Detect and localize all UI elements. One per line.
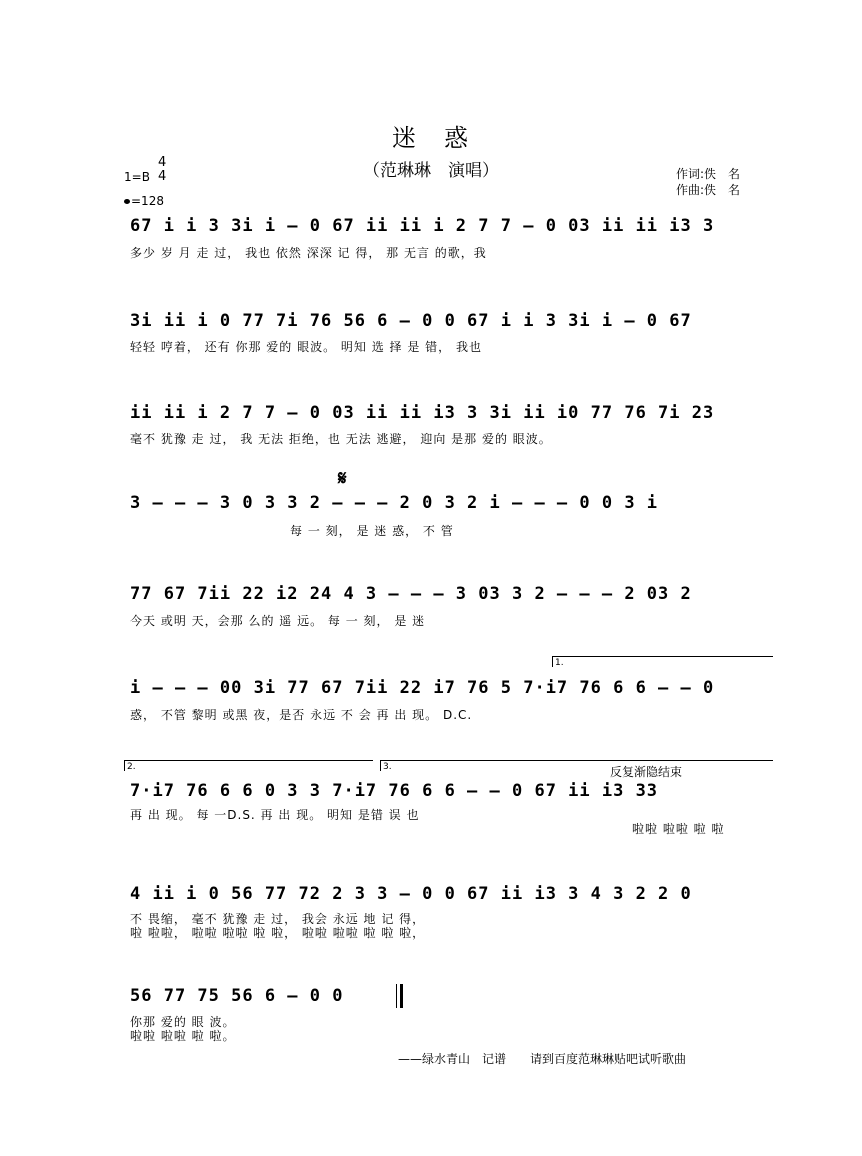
lyric-line-2: 啦 啦啦， 啦啦 啦啦 啦 啦， 啦啦 啦啦 啦 啦 啦， (130, 926, 426, 940)
time-signature-top: 4 (158, 155, 167, 170)
volta-1-bracket (552, 656, 773, 667)
fade-ending-note: 反复渐隐结束 (610, 765, 683, 779)
lyric-line: 你那 爱的 眼 波。 (130, 1015, 236, 1029)
final-barline (396, 984, 397, 1008)
volta-1-label: 1. (555, 658, 564, 668)
lyric-line: 轻轻 哼着， 还有 你那 爱的 眼波。 明知 选 择 是 错， 我也 (130, 340, 482, 354)
lyric-line: 今天 或明 天，会那 么的 遥 远。 每 一 刻， 是 迷 (130, 614, 426, 628)
time-signature-bottom: 4 (158, 169, 167, 184)
segno-sign: 𝄋 (338, 466, 347, 490)
transcriber-note: ——绿水青山 记谱 请到百度范琳琳贴吧试听歌曲 (398, 1052, 687, 1066)
score-row: 3 – – – 3 0 3 3 2 – – – 2 0 3 2 i – – – 0 0 3 i (130, 493, 659, 513)
lyric-line: 不 畏缩， 毫不 犹豫 走 过， 我会 永远 地 记 得， (130, 912, 426, 926)
lyric-line: 再 出 现。 每 一D.S. 再 出 现。 明知 是错 误 也 (130, 808, 420, 822)
score-row: ii ii i 2 7 7 – 0 03 ii ii i3 3 3i ii i0 77 76 7i 23 (130, 403, 715, 423)
tempo-mark (124, 194, 164, 208)
lyric-line-2: 啦啦 啦啦 啦 啦 (632, 822, 725, 836)
time-signature (158, 156, 166, 184)
score-row: 56 77 75 56 6 – 0 0 (130, 986, 344, 1006)
lyric-line: 多少 岁 月 走 过， 我也 依然 深深 记 得， 那 无言 的歌，我 (130, 246, 487, 260)
score-row: i – – – 00 3i 77 67 7ii 22 i7 76 5 7·i7 76 6 6 – – 0 (130, 678, 715, 698)
quarter-note-icon (124, 199, 130, 204)
volta-2-bracket (124, 760, 373, 771)
page-title: 迷 惑 (392, 124, 470, 152)
volta-3-bracket (380, 760, 773, 771)
lyric-line: 惑， 不管 黎明 或黑 夜，是否 永远 不 会 再 出 现。 D.C. (130, 708, 473, 722)
score-row: 77 67 7ii 22 i2 24 4 3 – – – 3 03 3 2 – – – 2 03 2 (130, 584, 692, 604)
score-row: 3i ii i 0 77 7i 76 56 6 – 0 0 67 i i 3 3i i – 0 67 (130, 311, 692, 331)
key-signature: 1=B (124, 170, 150, 184)
lyricist-credit: 作词:佚 名 (676, 167, 741, 181)
volta-3-label: 3. (383, 762, 392, 772)
lyric-line: 每 一 刻， 是 迷 惑， 不 管 (290, 524, 454, 538)
composer-credit: 作曲:佚 名 (676, 183, 741, 197)
lyric-line-2: 啦啦 啦啦 啦 啦。 (130, 1029, 236, 1043)
lyric-line: 毫不 犹豫 走 过， 我 无法 拒绝，也 无法 逃避， 迎向 是那 爱的 眼波。 (130, 432, 552, 446)
score-row: 7·i7 76 6 6 0 3 3 7·i7 76 6 6 – – 0 67 ii i3 33 (130, 781, 659, 801)
volta-2-label: 2. (127, 762, 136, 772)
score-row: 4 ii i 0 56 77 72 2 3 3 – 0 0 67 ii i3 3 4 3 2 2 0 (130, 884, 692, 904)
score-row: 67 i i 3 3i i – 0 67 ii ii i 2 7 7 – 0 03 ii ii i3 3 (130, 216, 715, 236)
final-barline-thick (400, 984, 403, 1008)
tempo-value: =128 (131, 194, 164, 208)
page-subtitle: （范琳琳 演唱） (363, 161, 499, 181)
